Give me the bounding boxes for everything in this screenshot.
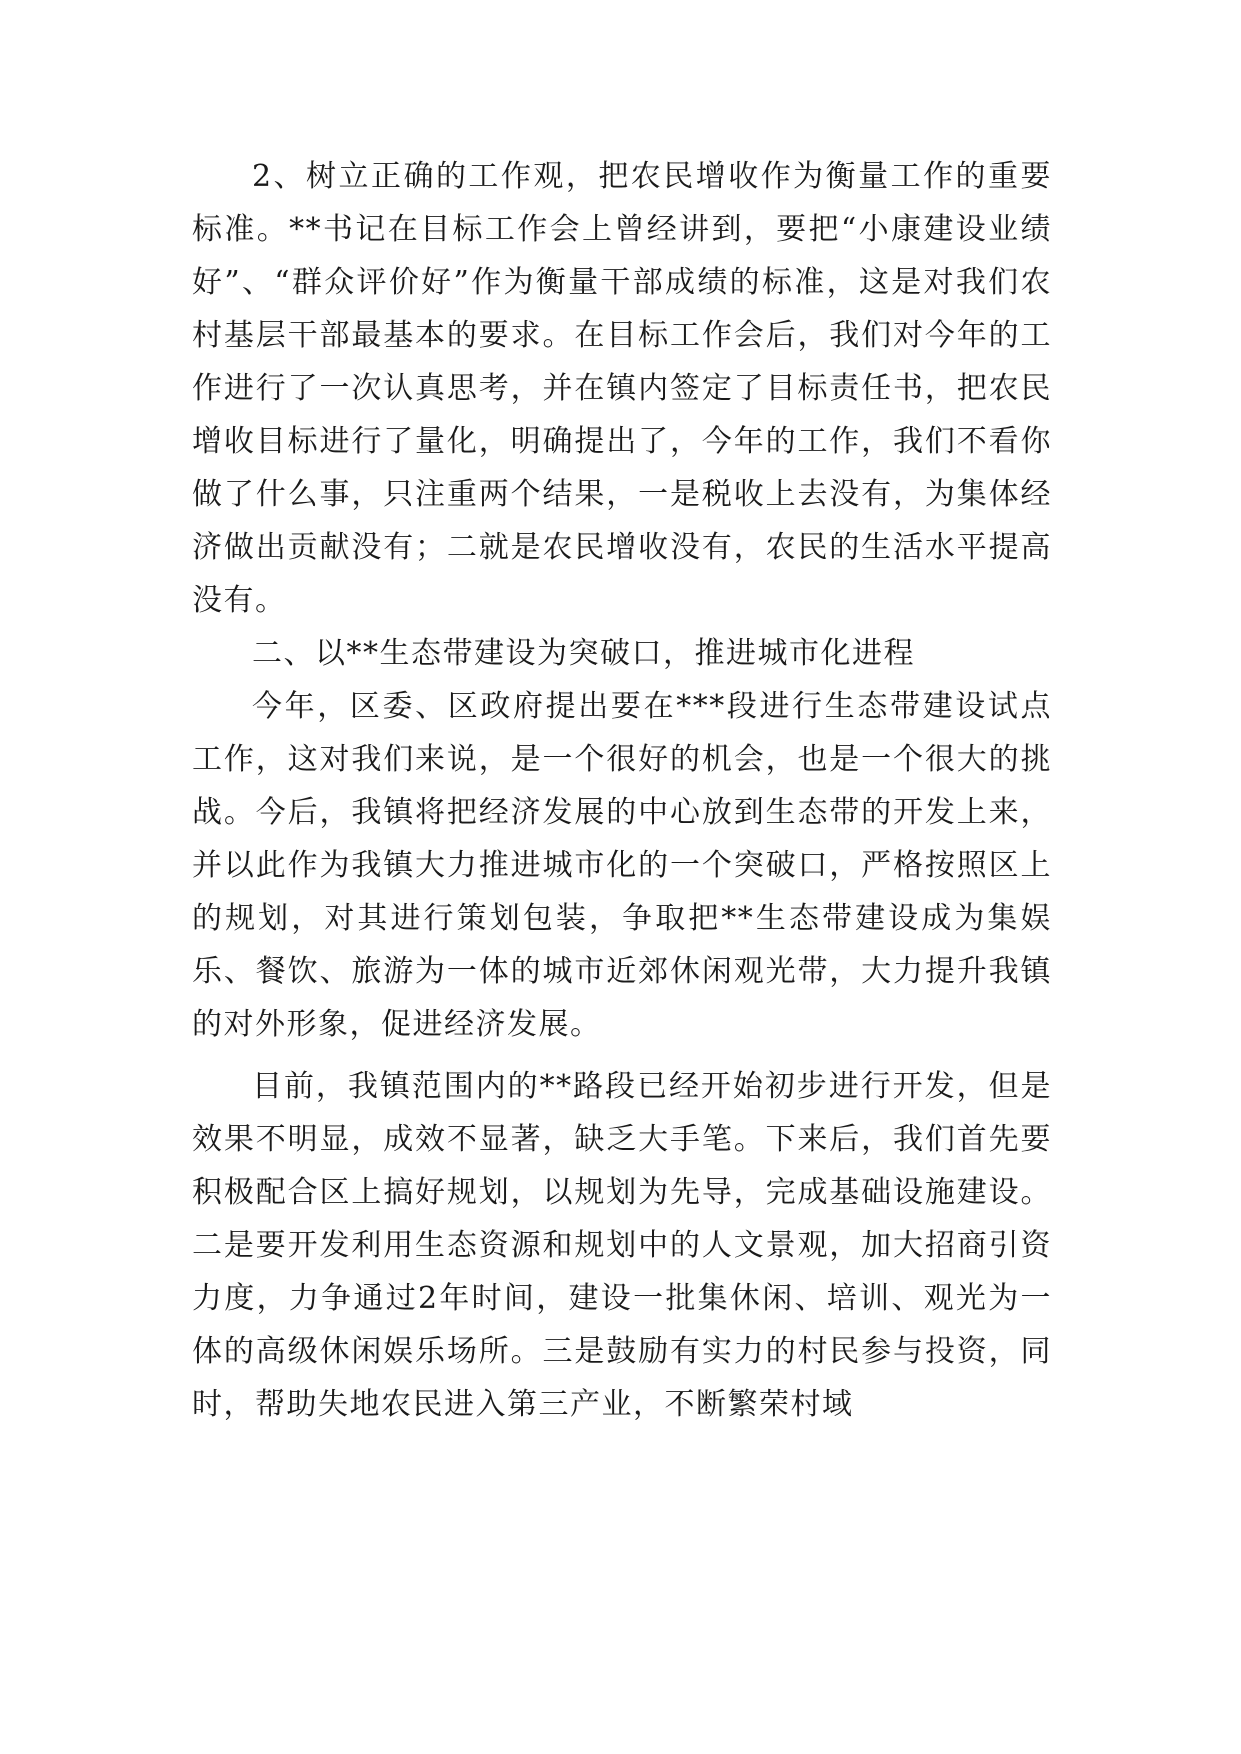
paragraph-ecology-pilot: 今年，区委、区政府提出要在***段进行生态带建设试点工作，这对我们来说，是一个很好的机会，也是一个很大的挑战。今后，我镇将把经济发展的中心放到生态带的开发上来，并以此作为我镇大力推进城市化的一个突破口，严格按照区上的规划，对其进行策划包装，争取把**生态带建设成为集娱乐、餐饮、旅游为一体的城市近郊休闲观光带，大力提升我镇的对外形象，促进经济发展。 [192, 689, 1052, 1042]
section-heading-ecology-belt: 二、以**生态带建设为突破口，推进城市化进程 [252, 636, 915, 671]
document-page [192, 150, 1052, 1431]
paragraph-work-view: 2、树立正确的工作观，把农民增收作为衡量工作的重要标准。**书记在目标工作会上曾经讲到，要把“小康建设业绩好”、“群众评价好”作为衡量干部成绩的标准，这是对我们农村基层干部最基本的要求。在目标工作会后，我们对今年的工作进行了一次认真思考，并在镇内签定了目标责任书，把农民增收目标进行了量化，明确提出了，今年的工作，我们不看你做了什么事，只注重两个结果，一是税收上去没有，为集体经济做出贡献没有；二就是农民增收没有，农民的生活水平提高没有。 [192, 159, 1052, 618]
paragraph-current-development: 目前，我镇范围内的**路段已经开始初步进行开发，但是效果不明显，成效不显著，缺乏大手笔。下来后，我们首先要积极配合区上搞好规划，以规划为先导，完成基础设施建设。二是要开发利用生态资源和规划中的人文景观，加大招商引资力度，力争通过2年时间，建设一批集休闲、培训、观光为一体的高级休闲娱乐场所。三是鼓励有实力的村民参与投资，同时，帮助失地农民进入第三产业，不断繁荣村域 [192, 1069, 1052, 1422]
